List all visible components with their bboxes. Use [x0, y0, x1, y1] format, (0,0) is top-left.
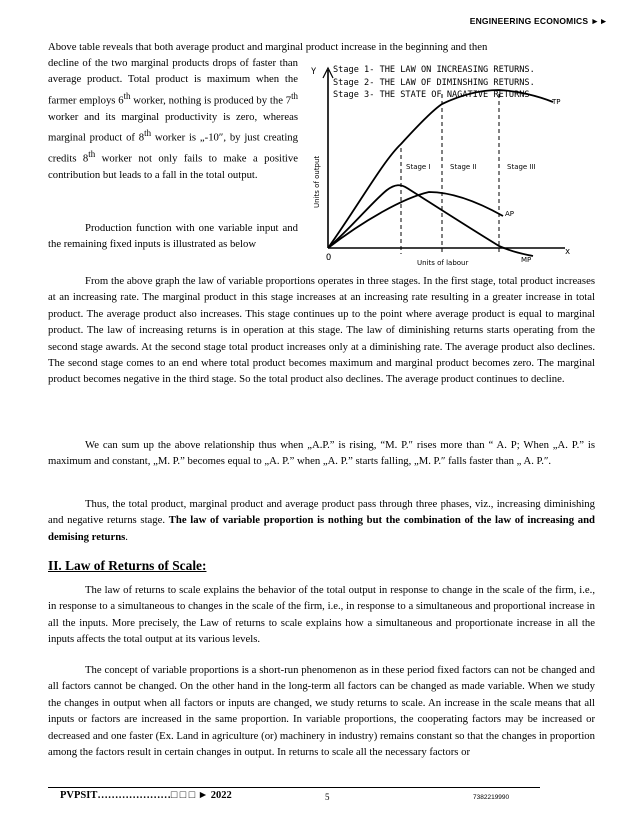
- intro-first-line: Above table reveals that both average product and marginal product increase in the beginning and then: [48, 41, 488, 53]
- ap-label: AP: [505, 210, 515, 218]
- legend-stage-1: Stage 1- THE LAW ON INCREASING RETURNS.: [333, 65, 535, 75]
- footer-institution: PVPSIT…………………□ □ □ ► 2022: [60, 790, 232, 801]
- variable-proportions-paragraph: The concept of variable proportions is a short-run phenomenon as in these period fixed factors can not be changed and all factors cannot be changed. On the other hand in the long-term all factors can be changed as made variable. When we study the changes in output when all factors or inputs are changed, we study returns to scale. An increase in the scale means that all inputs or factors are increased in the same proportion. In variable proportions, the cooperating factors may be increased or decreased and one faster (Ex. Land in agriculture (or) machinery in industry) remains constant so that the changes in proportion among the factors result in certain changes in output. In returns to scale all the necessary factors or: [48, 664, 595, 759]
- page-number: 5: [325, 792, 330, 802]
- stages-paragraph: From the above graph the law of variable proportions operates in three stages. In the first stage, total product increases at an increasing rate. The marginal product in this stage increases at an increasing rate resulting in a greater increase in total product. The average product also increases. This stage continues up to the point where average product is equal to marginal product. The law of increasing returns is in operation at this stage. The law of diminishing returns starts operating from the second stage awards. At the second stage total product increases only at a diminishing rate. The average product also declines. The second stage comes to an end where total product becomes maximum and marginal product becomes zero. The marginal product becomes negative in the third stage. So the total product also declines. The average product continues to decline.: [48, 275, 595, 386]
- stage-label-3: Stage III: [507, 163, 536, 171]
- production-graph: [303, 56, 615, 268]
- x-axis-symbol: x: [565, 247, 571, 257]
- origin-label: O: [326, 253, 332, 263]
- production-function-text: Production function with one variable input and the remaining fixed inputs is illustrated as below: [48, 222, 298, 251]
- intro-side-text: decline of the two marginal products drops of faster than average product. Total product is maximum when the farmer employs 6th worker, nothing is produced by the 7th worker and its marginal productivity is zero, whereas marginal product of 8th worker is „-10″, by just creating credits 8th worker not only fails to make a positive contribution but leads to a fall in the total output.: [48, 57, 298, 182]
- legend-stage-3: Stage 3- THE STATE OF NAGATIVE RETURNS: [333, 90, 530, 100]
- y-axis-symbol: Y: [311, 67, 317, 77]
- stage-label-1: Stage I: [406, 163, 431, 171]
- phases-paragraph: Thus, the total product, marginal product and average product pass through three phases, viz., increasing diminishing and negative returns stage. The law of variable proportion is nothing but the combination of the law of increasing and demising returns.: [48, 498, 595, 543]
- mp-curve: [328, 185, 533, 256]
- tp-label: TP: [552, 98, 561, 106]
- running-header: ENGINEERING ECONOMICS ►►: [469, 16, 608, 26]
- phases-emphasis: The law of variable proportion is nothing but the combination of the law of increasing and demising returns: [48, 514, 595, 543]
- section-heading: II. Law of Returns of Scale:: [48, 558, 207, 573]
- footer-phone: 7382219990: [473, 794, 510, 801]
- legend-stage-2: Stage 2- THE LAW OF DIMINSHING RETURNS.: [333, 78, 535, 88]
- footer-rule: [48, 787, 540, 788]
- relationship-paragraph: We can sum up the above relationship thus when „A.P.” is rising, “M. P.″ rises more than “ A. P; When „A. P.” is maximum and constant, „M. P.” becomes equal to „A. P.” when „A. P.” starts falling, „M. P.″ falls faster than „ A. P.″.: [48, 439, 595, 468]
- mp-label: MP: [521, 256, 532, 264]
- y-axis-label: Units of output: [313, 155, 321, 208]
- stage-label-2: Stage II: [450, 163, 477, 171]
- returns-to-scale-paragraph: The law of returns to scale explains the behavior of the total output in response to change in the scale of the firm, i.e., in response to a simultaneous to changes in the scale of the firm, i.e., in response to a simultaneous and proportional increase in all the inputs. More precisely, the Law of returns to scale explains how a simultaneous and proportionate increase in all the inputs affects the total output at its various levels.: [48, 584, 595, 646]
- ap-curve: [328, 192, 503, 248]
- x-axis-label: Units of labour: [417, 259, 469, 267]
